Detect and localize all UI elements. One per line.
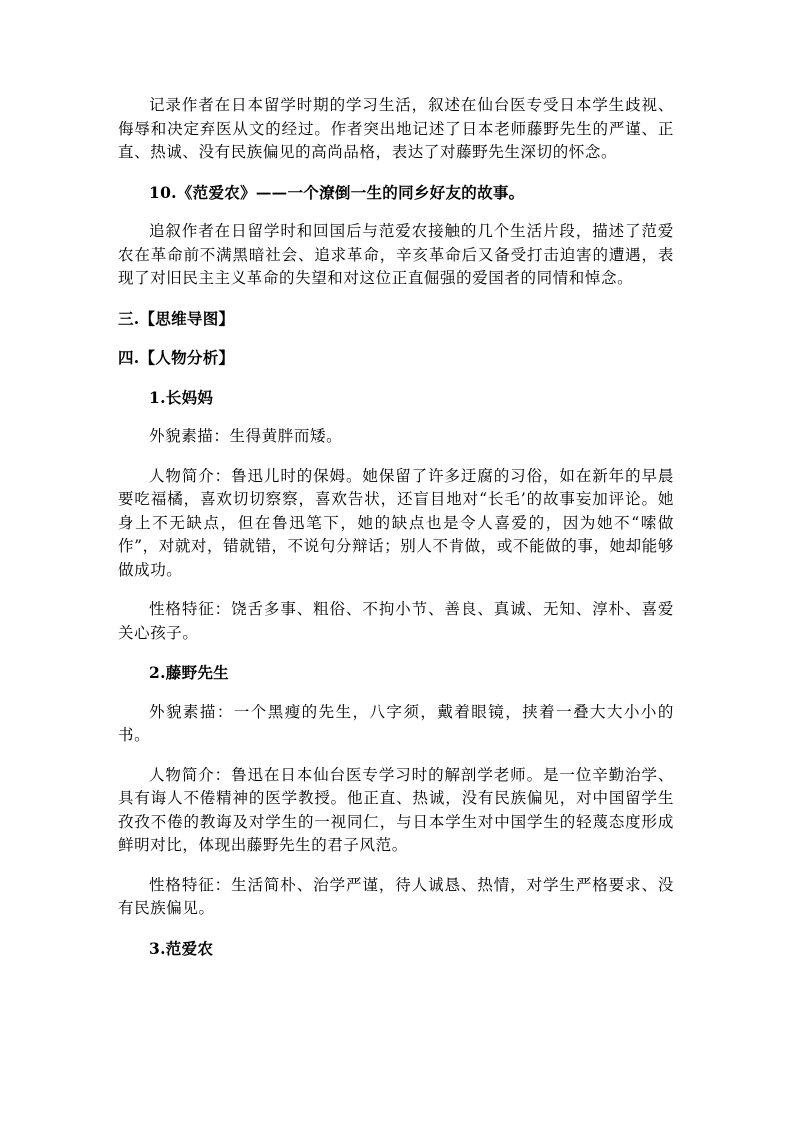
paragraph-fujino-traits: 性格特征：生活简朴、治学严谨，待人诚恳、热情，对学生严格要求、没有民族偏见。 [118,875,674,917]
paragraph-fujino-appearance: 外貌素描：一个黑瘦的先生，八字须，戴着眼镜，挟着一叠大大小小的书。 [118,702,674,744]
document-body [118,94,674,976]
section-heading-mind-map: 三.【思维导图】 [118,308,235,328]
section-heading-character-analysis: 四.【人物分析】 [118,348,235,367]
paragraph-chang-mama-appearance: 外貌素描：生得黄胖而矮。 [149,427,343,445]
paragraph-chang-mama-traits: 性格特征：饶舌多事、粗俗、不拘小节、善良、真诚、无知、淳朴、喜爱关心孩子。 [118,600,674,642]
paragraph-fujino-profile: 人物简介：鲁迅在日本仙台医专学习时的解剖学老师。是一位辛勤治学、具有诲人不倦精神的医学教授。他正直、热诚，没有民族偏见，对中国留学生孜孜不倦的教诲及对学生的一视同仁，与日本学生对中国学生的轻蔑态度形成鲜明对比，体现出藤野先生的君子风范。 [118,765,674,854]
heading-fan-ainong: 3.范爱农 [149,938,214,958]
heading-chang-mama: 1.长妈妈 [149,387,214,407]
paragraph-chang-mama-profile: 人物简介：鲁迅儿时的保姆。她保留了许多迂腐的习俗，如在新年的早晨要吃福橘，喜欢切切察察，喜欢告状，还盲目地对“长毛’的故事妄加评论。她身上不无缺点，但在鲁迅笔下，她的缺点也是令人喜爱的，因为她不“嗦做作”，对就对，错就错，不说句分辩话；别人不肯做，或不能做的事，她却能够做成功。 [118,466,674,579]
paragraph-fujino-summary: 记录作者在日本留学时期的学习生活，叙述在仙台医专受日本学生歧视、侮辱和决定弃医从文的经过。作者突出地记述了日本老师藤野先生的严谨、正直、热诚、没有民族偏见的高尚品格，表达了对藤野先生深切的怀念。 [118,96,674,161]
heading-fujino: 2.藤野先生 [149,663,229,682]
paragraph-fan-ainong-summary: 追叙作者在日留学时和回国后与范爱农接触的几个生活片段，描述了范爱农在革命前不满黑暗社会、追求革命，辛亥革命后又备受打击迫害的遭遇，表现了对旧民主主义革命的失望和对这位正直倔强的爱国者的同情和悼念。 [118,222,674,287]
heading-fan-ainong-chapter: 10.《范爱农》——一个潦倒一生的同乡好友的故事。 [149,182,525,202]
